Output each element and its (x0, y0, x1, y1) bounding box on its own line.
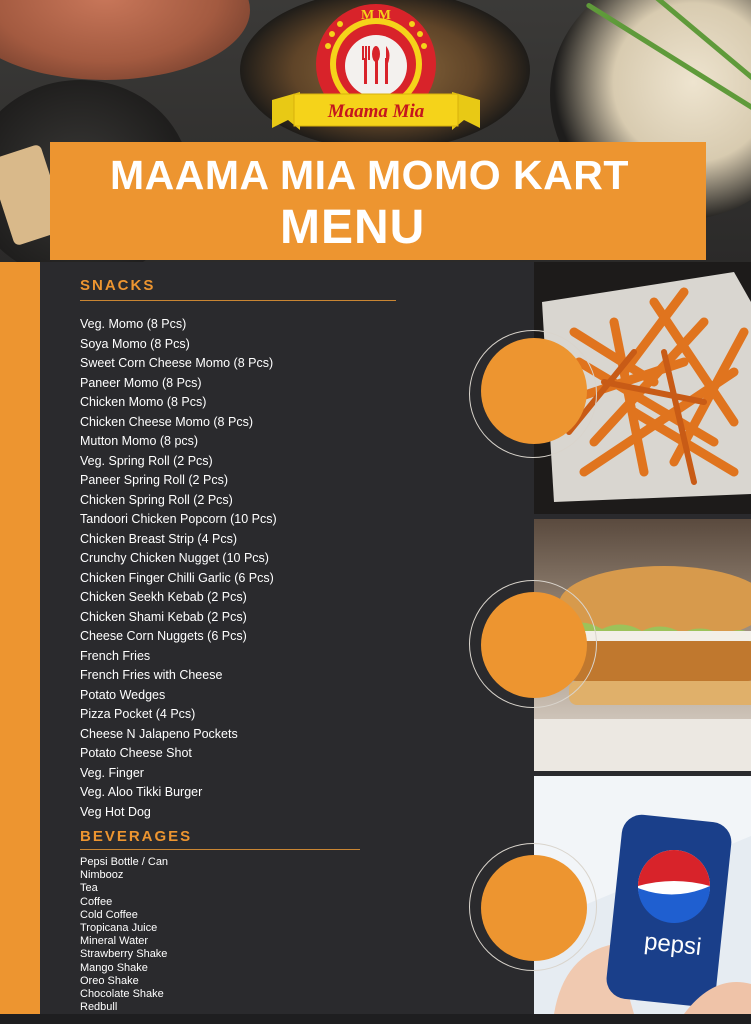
beverage-menu-item: Chocolate Shake (80, 987, 164, 1000)
beverage-menu-item: Mango Shake (80, 961, 148, 974)
beverage-menu-item: Mineral Water (80, 935, 149, 948)
snack-menu-item: Veg. Momo (8 Pcs) (80, 317, 187, 331)
snack-menu-item: Chicken Shami Kebab (2 Pcs) (80, 609, 247, 624)
beverage-menu-item: Pepsi Bottle / Can (80, 856, 169, 868)
beverage-menu-item: Cold Coffee (80, 908, 138, 921)
beverage-menu-item: Tropicana Juice (80, 921, 158, 934)
snack-menu-item: French Fries with Cheese (80, 668, 223, 682)
brand-logo (270, 2, 482, 142)
brand-logo-graphic (270, 2, 482, 142)
plate-image (0, 0, 250, 80)
snack-menu-item: Chicken Finger Chilli Garlic (6 Pcs) (80, 570, 274, 585)
left-accent-stripe (0, 262, 40, 1014)
snack-menu-item: Paneer Momo (8 Pcs) (80, 375, 202, 390)
beverage-menu-item: Oreo Shake (80, 974, 139, 987)
snack-menu-item: Veg. Finger (80, 765, 144, 780)
snack-menu-item: Potato Wedges (80, 687, 166, 702)
bottom-bar (0, 1014, 751, 1024)
snack-menu-item: Cheese N Jalapeno Pockets (80, 726, 238, 741)
menu-heading: MENU (280, 201, 426, 254)
snack-menu-item: Paneer Spring Roll (2 Pcs) (80, 473, 228, 487)
logo-brand-name: Maama Mia (327, 101, 425, 122)
snacks-heading: SNACKS (80, 277, 156, 294)
snack-menu-item: Chicken Cheese Momo (8 Pcs) (80, 414, 253, 429)
snack-menu-item: Tandoori Chicken Popcorn (10 Pcs) (80, 512, 277, 526)
snack-menu-item: Chicken Breast Strip (4 Pcs) (80, 531, 237, 546)
title-banner (50, 142, 706, 260)
beverages-list (80, 856, 168, 1014)
snack-menu-item: Crunchy Chicken Nugget (10 Pcs) (80, 551, 269, 565)
orange-circle-decoration (481, 592, 587, 698)
snack-menu-item: Potato Cheese Shot (80, 746, 192, 760)
restaurant-name: MAAMA MIA MOMO KART (110, 152, 629, 198)
snack-menu-item: Chicken Spring Roll (2 Pcs) (80, 492, 233, 507)
beverage-menu-item: Tea (80, 882, 98, 895)
snack-menu-item: Mutton Momo (8 pcs) (80, 434, 199, 448)
orange-circle-decoration (481, 338, 587, 444)
snack-menu-item: French Fries (80, 648, 151, 663)
beverage-menu-item: Coffee (80, 895, 113, 908)
snack-menu-item: Chicken Momo (8 Pcs) (80, 395, 207, 409)
orange-circle-decoration (481, 855, 587, 961)
snack-menu-item: Soya Momo (8 Pcs) (80, 336, 190, 351)
beverage-menu-item: Strawberry Shake (80, 948, 168, 961)
snack-menu-item: Chicken Seekh Kebab (2 Pcs) (80, 590, 247, 604)
beverages-divider (80, 849, 360, 850)
snacks-divider (80, 300, 396, 301)
snack-menu-item: Veg Hot Dog (80, 804, 151, 819)
pepsi-can-label: pepsi (642, 928, 703, 961)
snacks-list (80, 315, 277, 822)
snack-menu-item: Veg. Spring Roll (2 Pcs) (80, 453, 213, 468)
snack-menu-item: Sweet Corn Cheese Momo (8 Pcs) (80, 356, 274, 370)
snack-menu-item: Veg. Aloo Tikki Burger (80, 785, 203, 799)
snack-menu-item: Cheese Corn Nuggets (6 Pcs) (80, 629, 247, 643)
snack-menu-item: Pizza Pocket (4 Pcs) (80, 707, 196, 721)
logo-monogram: M M (361, 8, 391, 23)
beverage-menu-item: Nimbooz (80, 869, 124, 882)
beverage-menu-item: Redbull (80, 1001, 118, 1014)
beverages-heading: BEVERAGES (80, 828, 193, 845)
